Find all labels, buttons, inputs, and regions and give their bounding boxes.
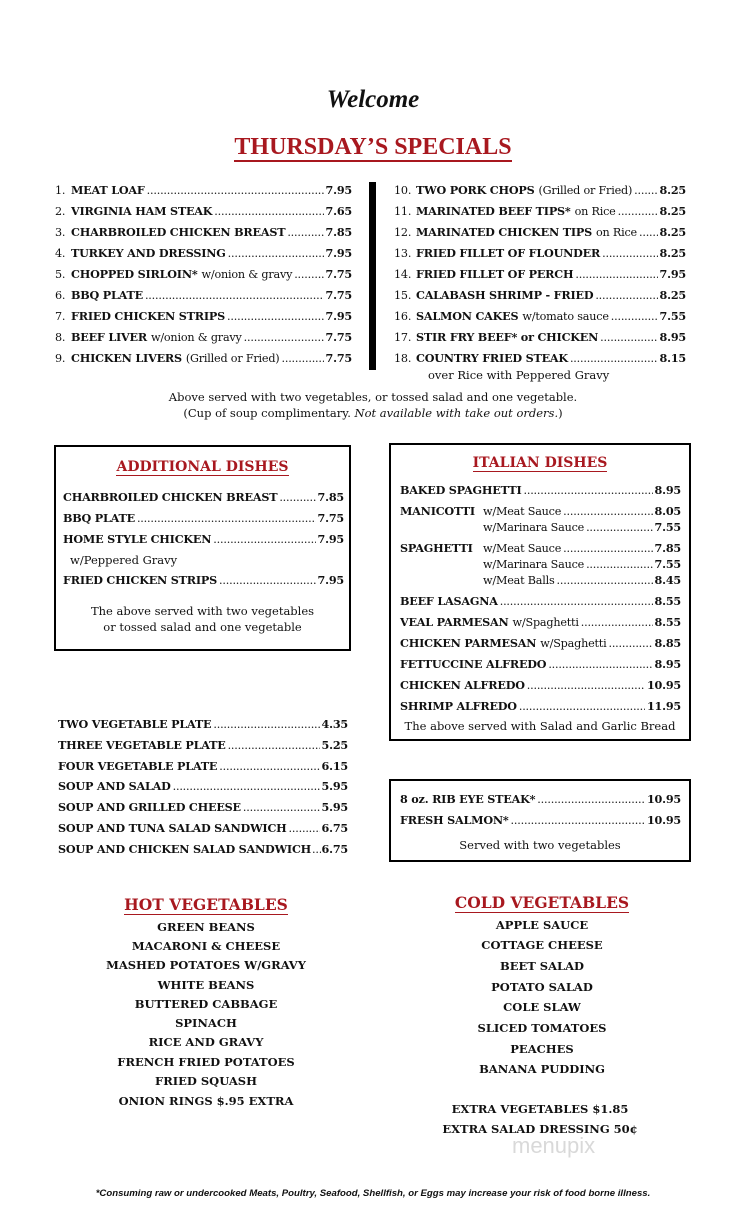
item-number: 2.: [55, 205, 66, 218]
item-name: FRIED CHICKEN STRIPS: [71, 309, 226, 323]
item-name: CHICKEN ALFREDO: [400, 678, 525, 692]
item-price: 10.95: [646, 678, 681, 692]
special-item: [394, 267, 686, 287]
cold-vegetable: COLE SLAW: [503, 1000, 581, 1014]
item-name: CHARBROILED CHICKEN BREAST: [63, 490, 278, 504]
item-name: SHRIMP ALFREDO: [400, 699, 517, 713]
item-name: FETTUCCINE ALFREDO: [400, 657, 547, 671]
item-option: w/Meat Sauce: [483, 542, 562, 555]
menu-item: [58, 779, 348, 799]
item-price: 10.95: [646, 792, 681, 806]
special-item: [55, 351, 352, 371]
item-price: 8.95: [654, 483, 681, 497]
item-subnote: w/Peppered Gravy: [70, 553, 178, 567]
item-number: 9.: [55, 352, 66, 365]
additional-dishes-title: [56, 459, 349, 475]
menu-item: [63, 532, 344, 552]
item-name: MEAT LOAF: [71, 183, 145, 197]
item-price: 7.95: [317, 532, 344, 546]
item-name: SPAGHETTI: [400, 541, 473, 555]
hot-vegetable: FRIED SQUASH: [155, 1074, 257, 1088]
item-name: SOUP AND SALAD: [58, 779, 171, 793]
item-name: MARINATED BEEF TIPS*: [416, 204, 571, 218]
item-number: 4.: [55, 247, 66, 260]
extra-salad-dressing: EXTRA SALAD DRESSING 50¢: [442, 1122, 638, 1136]
item-note: (Grilled or Fried): [185, 352, 280, 365]
menu-item: [400, 792, 681, 812]
special-item: [55, 267, 352, 287]
italian-dishes-title: [391, 455, 689, 471]
item-note: w/onion & gravy: [150, 331, 242, 344]
menu-item: [63, 573, 344, 593]
additional-dishes-box: [54, 445, 351, 651]
item-price: 7.75: [325, 267, 352, 281]
steak-note: Served with two vegetables: [459, 838, 621, 852]
menu-item-option: [483, 520, 681, 540]
menu-item: [400, 678, 681, 698]
item-name: BBQ PLATE: [63, 511, 135, 525]
special-item: [394, 330, 686, 350]
item-number: 8.: [55, 331, 66, 344]
item-number: 12.: [394, 226, 412, 239]
item-number: 3.: [55, 226, 66, 239]
item-name: CHICKEN PARMESAN: [400, 636, 537, 650]
hot-vegetable: ONION RINGS $.95 EXTRA: [118, 1094, 294, 1108]
menu-item: [58, 800, 348, 820]
soup-note: (Cup of soup complimentary.: [183, 406, 355, 420]
hot-vegetable: SPINACH: [175, 1016, 237, 1030]
item-name: FRIED CHICKEN STRIPS: [63, 573, 218, 587]
item-number: 7.: [55, 310, 66, 323]
additional-note-2: or tossed salad and one vegetable: [103, 620, 302, 634]
item-price: 8.25: [659, 225, 686, 239]
special-item: [394, 183, 686, 203]
food-safety-disclaimer: *Consuming raw or undercooked Meats, Poultry, Seafood, Shellfish, or Eggs may increase your risk of food borne illness.: [95, 1188, 651, 1199]
item-name: TWO VEGETABLE PLATE: [58, 717, 212, 731]
item-option: w/Marinara Sauce: [483, 521, 585, 534]
item-note: w/Spaghetti: [512, 616, 579, 629]
item-name: FRESH SALMON*: [400, 813, 509, 827]
hot-vegetable: WHITE BEANS: [157, 978, 255, 992]
cold-vegetable: SLICED TOMATOES: [477, 1021, 607, 1035]
special-item: [394, 288, 686, 308]
item-note: w/onion & gravy: [201, 268, 293, 281]
item-note: w/tomato sauce: [522, 310, 609, 323]
page-title: [0, 134, 746, 161]
menu-item: [63, 511, 344, 531]
item-name: SALMON CAKES: [416, 309, 519, 323]
item-name: MANICOTTI: [400, 504, 475, 518]
hot-vegetable: BUTTERED CABBAGE: [134, 997, 278, 1011]
special-item: [55, 225, 352, 245]
menu-item: [400, 615, 681, 635]
item-number: 1.: [55, 184, 66, 197]
item-price: 7.95: [325, 183, 352, 197]
specials-note: Above served with two vegetables, or tossed salad and one vegetable.: [168, 390, 578, 404]
takeout-note: Not available with take out orders.: [354, 406, 559, 420]
item-number: 16.: [394, 310, 412, 323]
item-note: on Rice: [574, 205, 616, 218]
item-name: FRIED FILLET OF FLOUNDER: [416, 246, 601, 260]
hot-vegetable: GREEN BEANS: [157, 920, 255, 934]
menu-item: [400, 699, 681, 719]
item-name: BEEF LIVER: [71, 330, 147, 344]
special-item: [55, 183, 352, 203]
item-price: 10.95: [646, 813, 681, 827]
item-note: (Grilled or Fried): [538, 184, 633, 197]
italian-note: The above served with Salad and Garlic Bread: [404, 719, 676, 733]
item-option: w/Meat Balls: [483, 574, 555, 587]
item-name: SOUP AND CHICKEN SALAD SANDWICH: [58, 842, 312, 856]
item-number: 13.: [394, 247, 412, 260]
item-price: 7.75: [325, 288, 352, 302]
item-name: VIRGINIA HAM STEAK: [71, 204, 213, 218]
item-price: 8.25: [659, 183, 686, 197]
item-note: on Rice: [595, 226, 637, 239]
column-divider: [369, 182, 376, 370]
item-price: 7.75: [325, 351, 352, 365]
hot-veg-title-text: HOT VEGETABLES: [124, 895, 288, 914]
item-number: 6.: [55, 289, 66, 302]
cold-vegetable: BEET SALAD: [499, 959, 585, 973]
item-number: 5.: [55, 268, 66, 281]
special-item: [55, 204, 352, 224]
item-price: 6.15: [321, 759, 348, 773]
italian-title-text: ITALIAN DISHES: [472, 455, 608, 471]
specials-note-2: [0, 406, 746, 420]
hot-vegetable: FRENCH FRIED POTATOES: [117, 1055, 295, 1069]
cold-vegetables-title: [392, 893, 692, 912]
menu-item: [58, 738, 348, 758]
item-name: TURKEY AND DRESSING: [71, 246, 226, 260]
menu-item-option: [483, 573, 681, 593]
item-price: 7.85: [654, 541, 681, 555]
item-price: 6.75: [321, 842, 348, 856]
item-price: 8.85: [654, 636, 681, 650]
special-item: [55, 309, 352, 329]
item-price: 7.95: [659, 267, 686, 281]
hot-vegetables-title: [56, 895, 356, 914]
item-number: 17.: [394, 331, 412, 344]
item-price: 8.55: [654, 615, 681, 629]
item-note: w/Spaghetti: [540, 637, 607, 650]
menu-item: [63, 490, 344, 510]
item-price: 4.35: [321, 717, 348, 731]
item-price: 8.95: [659, 330, 686, 344]
item-price: 7.95: [325, 309, 352, 323]
item-price: 7.55: [659, 309, 686, 323]
item-number: 15.: [394, 289, 412, 302]
item-price: 8.55: [654, 594, 681, 608]
item-price: 5.95: [321, 779, 348, 793]
hot-vegetable: RICE AND GRAVY: [148, 1035, 264, 1049]
cold-vegetable: BANANA PUDDING: [479, 1062, 605, 1076]
cold-vegetable: COTTAGE CHEESE: [481, 938, 603, 952]
cold-vegetable: POTATO SALAD: [491, 980, 593, 994]
menu-item: [58, 842, 348, 862]
item-name: BAKED SPAGHETTI: [400, 483, 522, 497]
item-price: 7.85: [317, 490, 344, 504]
item-price: 7.85: [325, 225, 352, 239]
item-price: 7.95: [325, 246, 352, 260]
menu-item: [58, 759, 348, 779]
steak-salmon-box: [389, 779, 691, 862]
special-item: [55, 246, 352, 266]
item-option: w/Meat Sauce: [483, 505, 562, 518]
special-item: [394, 225, 686, 245]
item-price: 8.25: [659, 288, 686, 302]
item-price: 8.05: [654, 504, 681, 518]
item-price: 6.75: [321, 821, 348, 835]
item-name: 8 oz. RIB EYE STEAK*: [400, 792, 536, 806]
item-name: THREE VEGETABLE PLATE: [58, 738, 226, 752]
paren-close: ): [558, 406, 563, 420]
item-name: BBQ PLATE: [71, 288, 143, 302]
item-name: FRIED FILLET OF PERCH: [416, 267, 574, 281]
cold-veg-title-text: COLD VEGETABLES: [454, 893, 630, 912]
item-price: 8.15: [659, 351, 686, 365]
special-item: [394, 246, 686, 266]
additional-title-text: ADDITIONAL DISHES: [116, 459, 289, 475]
hot-vegetable: MACARONI & CHEESE: [131, 939, 281, 953]
item-number: 14.: [394, 268, 412, 281]
item-price: 8.25: [659, 204, 686, 218]
additional-note-1: The above served with two vegetables: [90, 604, 315, 618]
italian-dishes-box: [389, 443, 691, 741]
item-price: 8.25: [659, 246, 686, 260]
item-number: 11.: [394, 205, 412, 218]
special-item: [394, 204, 686, 224]
item-name: SOUP AND GRILLED CHEESE: [58, 800, 241, 814]
item-price: 7.75: [317, 511, 344, 525]
item-name: CHICKEN LIVERS: [71, 351, 182, 365]
item-subnote: over Rice with Peppered Gravy: [428, 368, 610, 382]
item-price: 8.45: [654, 573, 681, 587]
item-name: CALABASH SHRIMP - FRIED: [416, 288, 594, 302]
special-item: [55, 288, 352, 308]
item-name: FOUR VEGETABLE PLATE: [58, 759, 218, 773]
menu-item: [400, 813, 681, 833]
item-number: 10.: [394, 184, 412, 197]
page-title-text: THURSDAY’S SPECIALS: [234, 134, 512, 160]
item-name: TWO PORK CHOPS: [416, 183, 535, 197]
menu-item: [400, 636, 681, 656]
special-item: [394, 309, 686, 329]
item-price: 7.75: [325, 330, 352, 344]
item-name: SOUP AND TUNA SALAD SANDWICH: [58, 821, 287, 835]
menu-item: [58, 717, 348, 737]
welcome-heading: Welcome: [326, 86, 420, 113]
item-price: 7.95: [317, 573, 344, 587]
item-price: 5.95: [321, 800, 348, 814]
item-name: MARINATED CHICKEN TIPS: [416, 225, 592, 239]
special-item: [55, 330, 352, 350]
item-price: 5.25: [321, 738, 348, 752]
item-price: 8.95: [654, 657, 681, 671]
item-price: 11.95: [646, 699, 681, 713]
item-price: 7.65: [325, 204, 352, 218]
cold-vegetable: PEACHES: [510, 1042, 574, 1056]
item-name: STIR FRY BEEF* or CHICKEN: [416, 330, 599, 344]
menu-item: [400, 657, 681, 677]
menu-item: [400, 594, 681, 614]
item-name: BEEF LASAGNA: [400, 594, 498, 608]
menu-item: [400, 483, 681, 503]
item-name: HOME STYLE CHICKEN: [63, 532, 212, 546]
item-name: VEAL PARMESAN: [400, 615, 509, 629]
item-option: w/Marinara Sauce: [483, 558, 585, 571]
item-price: 7.55: [654, 520, 681, 534]
item-name: CHARBROILED CHICKEN BREAST: [71, 225, 286, 239]
extra-vegetables: EXTRA VEGETABLES $1.85: [451, 1102, 629, 1116]
item-price: 7.55: [654, 557, 681, 571]
item-name: CHOPPED SIRLOIN*: [71, 267, 198, 281]
menu-item: [58, 821, 348, 841]
hot-vegetable: MASHED POTATOES W/GRAVY: [106, 958, 306, 972]
item-number: 18.: [394, 352, 412, 365]
item-name: COUNTRY FRIED STEAK: [416, 351, 568, 365]
watermark: menupix: [512, 1133, 596, 1158]
cold-vegetable: APPLE SAUCE: [495, 918, 589, 932]
